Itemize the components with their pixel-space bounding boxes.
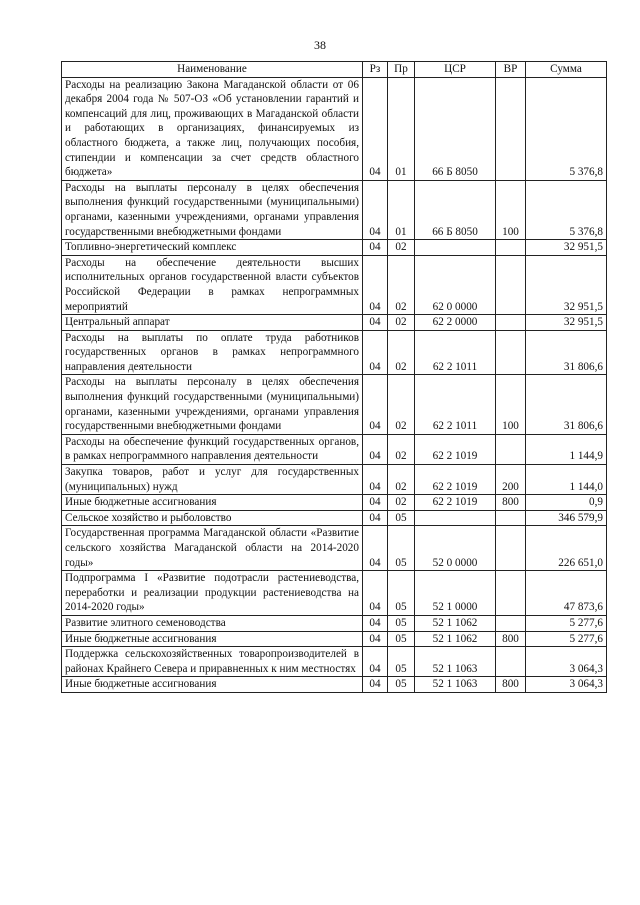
cell-name: Расходы на реализацию Закона Магаданской области от 06 декабря 2004 года № 507-ОЗ «Об установлении гарантий и компенсаций для лиц, проживающих в Магаданской области и работающих в организациях, финансируемых из областного бюджета, а также лиц, получающих пособия, стипендии и компенсации за счет средств областного бюджета» — [62, 77, 363, 180]
cell-pr: 02 — [388, 375, 415, 434]
cell-pr: 02 — [388, 330, 415, 375]
cell-name: Иные бюджетные ассигнования — [62, 677, 363, 693]
cell-vr — [496, 315, 526, 331]
cell-sum: 5 277,6 — [526, 631, 607, 647]
cell-vr: 800 — [496, 677, 526, 693]
cell-csr: 52 0 0000 — [415, 526, 496, 571]
header-sum: Сумма — [526, 62, 607, 78]
cell-pr: 02 — [388, 465, 415, 495]
cell-pr: 02 — [388, 434, 415, 464]
cell-vr — [496, 240, 526, 256]
cell-csr: 52 1 1062 — [415, 631, 496, 647]
cell-rz: 04 — [363, 465, 388, 495]
cell-pr: 02 — [388, 495, 415, 511]
cell-csr: 52 1 1063 — [415, 647, 496, 677]
cell-rz: 04 — [363, 615, 388, 631]
cell-vr — [496, 255, 526, 314]
cell-rz: 04 — [363, 526, 388, 571]
cell-csr: 62 2 1019 — [415, 434, 496, 464]
cell-pr: 05 — [388, 677, 415, 693]
cell-vr — [496, 510, 526, 526]
cell-sum: 5 376,8 — [526, 180, 607, 239]
cell-pr: 05 — [388, 647, 415, 677]
table-row — [62, 375, 607, 434]
cell-rz: 04 — [363, 375, 388, 434]
cell-name: Центральный аппарат — [62, 315, 363, 331]
header-name: Наименование — [62, 62, 363, 78]
table-row — [62, 330, 607, 375]
cell-sum: 47 873,6 — [526, 571, 607, 616]
cell-rz: 04 — [363, 647, 388, 677]
cell-name: Расходы на выплаты по оплате труда работников государственных органов в рамках непрограммного направления деятельности — [62, 330, 363, 375]
cell-pr: 05 — [388, 526, 415, 571]
cell-vr: 200 — [496, 465, 526, 495]
cell-name: Поддержка сельскохозяйственных товаропроизводителей в районах Крайнего Севера и приравненных к ним местностях — [62, 647, 363, 677]
cell-pr: 01 — [388, 77, 415, 180]
cell-rz: 04 — [363, 240, 388, 256]
cell-csr: 62 2 1011 — [415, 330, 496, 375]
table-row — [62, 526, 607, 571]
table-row — [62, 240, 607, 256]
cell-sum: 32 951,5 — [526, 240, 607, 256]
cell-rz: 04 — [363, 571, 388, 616]
table-row — [62, 77, 607, 180]
cell-rz: 04 — [363, 510, 388, 526]
cell-vr — [496, 526, 526, 571]
cell-name: Иные бюджетные ассигнования — [62, 631, 363, 647]
cell-sum: 3 064,3 — [526, 647, 607, 677]
cell-rz: 04 — [363, 631, 388, 647]
cell-name: Закупка товаров, работ и услуг для государственных (муниципальных) нужд — [62, 465, 363, 495]
cell-pr: 02 — [388, 255, 415, 314]
cell-sum: 5 277,6 — [526, 615, 607, 631]
cell-sum: 0,9 — [526, 495, 607, 511]
cell-vr — [496, 330, 526, 375]
table-header-row — [62, 62, 607, 78]
cell-csr — [415, 510, 496, 526]
cell-name: Сельское хозяйство и рыболовство — [62, 510, 363, 526]
budget-table — [61, 61, 607, 693]
cell-rz: 04 — [363, 255, 388, 314]
table-row — [62, 510, 607, 526]
cell-vr: 800 — [496, 495, 526, 511]
cell-name: Развитие элитного семеноводства — [62, 615, 363, 631]
table-row — [62, 465, 607, 495]
cell-name: Расходы на выплаты персоналу в целях обеспечения выполнения функций государственными (муниципальными) органами, казенными учреждениями, органами управления государственными внебюджетными фондами — [62, 180, 363, 239]
cell-csr: 52 1 1063 — [415, 677, 496, 693]
page-number: 38 — [314, 38, 326, 52]
header-rz: Рз — [363, 62, 388, 78]
cell-pr: 05 — [388, 615, 415, 631]
cell-vr — [496, 647, 526, 677]
table-row — [62, 255, 607, 314]
cell-name: Расходы на обеспечение деятельности высших исполнительных органов государственной власти субъектов Российской Федерации в рамках непрограммных мероприятий — [62, 255, 363, 314]
cell-sum: 346 579,9 — [526, 510, 607, 526]
cell-vr: 100 — [496, 180, 526, 239]
cell-rz: 04 — [363, 330, 388, 375]
cell-pr: 01 — [388, 180, 415, 239]
table-row — [62, 677, 607, 693]
cell-csr: 62 2 1019 — [415, 465, 496, 495]
cell-name: Подпрограмма I «Развитие подотрасли растениеводства, переработки и реализации продукции растениеводства на 2014-2020 годы» — [62, 571, 363, 616]
cell-name: Топливно-энергетический комплекс — [62, 240, 363, 256]
table-row — [62, 315, 607, 331]
cell-csr: 52 1 1062 — [415, 615, 496, 631]
cell-sum: 1 144,9 — [526, 434, 607, 464]
cell-csr: 62 2 0000 — [415, 315, 496, 331]
cell-name: Государственная программа Магаданской области «Развитие сельского хозяйства Магаданской области на 2014-2020 годы» — [62, 526, 363, 571]
cell-sum: 31 806,6 — [526, 330, 607, 375]
cell-csr: 62 2 1019 — [415, 495, 496, 511]
cell-csr: 62 2 1011 — [415, 375, 496, 434]
header-pr: Пр — [388, 62, 415, 78]
cell-pr: 05 — [388, 631, 415, 647]
cell-sum: 226 651,0 — [526, 526, 607, 571]
cell-name: Иные бюджетные ассигнования — [62, 495, 363, 511]
cell-csr: 62 0 0000 — [415, 255, 496, 314]
cell-rz: 04 — [363, 434, 388, 464]
table-row — [62, 571, 607, 616]
table-row — [62, 647, 607, 677]
cell-pr: 02 — [388, 315, 415, 331]
cell-rz: 04 — [363, 180, 388, 239]
table-row — [62, 631, 607, 647]
table-row — [62, 180, 607, 239]
cell-sum: 1 144,0 — [526, 465, 607, 495]
cell-rz: 04 — [363, 77, 388, 180]
cell-vr — [496, 571, 526, 616]
header-csr: ЦСР — [415, 62, 496, 78]
cell-vr: 800 — [496, 631, 526, 647]
cell-rz: 04 — [363, 315, 388, 331]
cell-rz: 04 — [363, 495, 388, 511]
cell-sum: 32 951,5 — [526, 255, 607, 314]
cell-csr — [415, 240, 496, 256]
cell-csr: 66 Б 8050 — [415, 180, 496, 239]
cell-csr: 52 1 0000 — [415, 571, 496, 616]
header-vr: ВР — [496, 62, 526, 78]
cell-name: Расходы на обеспечение функций государственных органов, в рамках непрограммного направления деятельности — [62, 434, 363, 464]
cell-sum: 3 064,3 — [526, 677, 607, 693]
cell-vr — [496, 77, 526, 180]
cell-pr: 05 — [388, 510, 415, 526]
table-row — [62, 495, 607, 511]
cell-vr — [496, 434, 526, 464]
cell-rz: 04 — [363, 677, 388, 693]
cell-csr: 66 Б 8050 — [415, 77, 496, 180]
cell-pr: 05 — [388, 571, 415, 616]
table-row — [62, 615, 607, 631]
cell-sum: 32 951,5 — [526, 315, 607, 331]
cell-name: Расходы на выплаты персоналу в целях обеспечения выполнения функций государственными (муниципальными) органами, казенными учреждениями, органами управления государственными внебюджетными фондами — [62, 375, 363, 434]
cell-vr: 100 — [496, 375, 526, 434]
cell-vr — [496, 615, 526, 631]
table-row — [62, 434, 607, 464]
cell-sum: 5 376,8 — [526, 77, 607, 180]
cell-sum: 31 806,6 — [526, 375, 607, 434]
cell-pr: 02 — [388, 240, 415, 256]
